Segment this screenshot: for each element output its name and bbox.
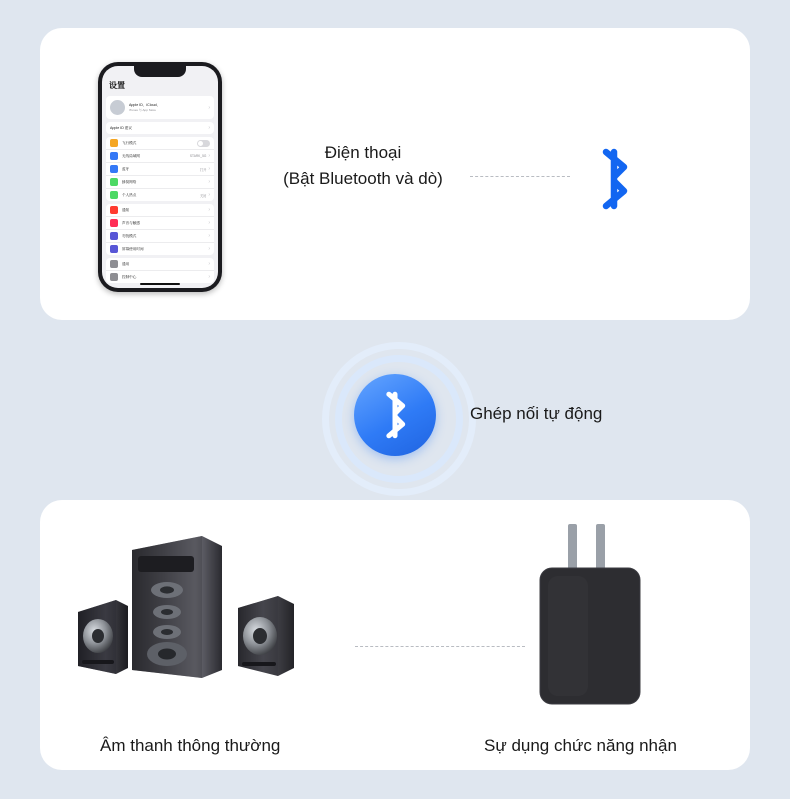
apple-id-sub: iTunes 与 App Store bbox=[129, 108, 156, 112]
phone-instruction-line2: (Bật Bluetooth và dò) bbox=[283, 169, 443, 188]
bluetooth-badge-circle bbox=[354, 374, 436, 456]
wifi-icon bbox=[110, 152, 118, 160]
chevron-right-icon: › bbox=[208, 261, 210, 267]
list-item[interactable] bbox=[106, 258, 214, 271]
bluetooth-icon bbox=[375, 391, 415, 439]
suggestion-group bbox=[106, 122, 214, 134]
apple-id-name: Apple ID、iCloud、 bbox=[129, 103, 161, 107]
chevron-right-icon: › bbox=[208, 220, 210, 226]
list-item[interactable] bbox=[106, 217, 214, 230]
airplane-toggle[interactable] bbox=[197, 140, 210, 147]
list-item-label: 控制中心 bbox=[122, 274, 137, 279]
list-item-label: 无线局域网 bbox=[122, 153, 140, 158]
list-item-label: 通用 bbox=[122, 261, 130, 266]
caption-receiver-function: Sự dụng chức năng nhận bbox=[484, 736, 677, 755]
list-item[interactable] bbox=[106, 271, 214, 283]
phone-instruction-label bbox=[238, 140, 488, 192]
connection-line-bottom bbox=[355, 646, 525, 647]
right-satellite-speaker bbox=[238, 596, 294, 676]
list-item[interactable] bbox=[106, 189, 214, 201]
list-item-label: 蜂窝网络 bbox=[122, 179, 137, 184]
auto-pair-label: Ghép nối tự động bbox=[470, 404, 603, 423]
chevron-right-icon: › bbox=[208, 153, 210, 159]
list-item[interactable] bbox=[106, 204, 214, 217]
hotspot-icon bbox=[110, 191, 118, 199]
bluetooth-icon bbox=[588, 148, 640, 210]
list-item-label: 勿扰模式 bbox=[122, 233, 137, 238]
notifications-icon bbox=[110, 206, 118, 214]
sounds-icon bbox=[110, 219, 118, 227]
phone-instruction-line1: Điện thoại bbox=[324, 143, 402, 162]
chevron-right-icon: › bbox=[208, 246, 210, 252]
chevron-right-icon: › bbox=[208, 274, 210, 280]
screen-time-icon bbox=[110, 245, 118, 253]
settings-group-three bbox=[106, 258, 214, 283]
bluetooth-icon bbox=[110, 165, 118, 173]
chevron-right-icon: › bbox=[208, 104, 210, 111]
phone-screen bbox=[102, 66, 218, 288]
list-item[interactable] bbox=[106, 230, 214, 243]
apple-id-text bbox=[129, 103, 208, 112]
list-item-value: 关闭 bbox=[199, 193, 207, 198]
caption-normal-audio: Âm thanh thông thường bbox=[100, 736, 281, 755]
cellular-icon bbox=[110, 178, 118, 186]
phone-mockup bbox=[98, 62, 222, 292]
home-indicator bbox=[140, 283, 180, 285]
chevron-right-icon: › bbox=[208, 192, 210, 198]
chevron-right-icon: › bbox=[208, 179, 210, 185]
list-item-value: STARK_5G bbox=[189, 154, 207, 158]
apple-id-row[interactable] bbox=[106, 96, 214, 119]
suggestion-label: Apple ID 建议 bbox=[110, 125, 132, 130]
chevron-right-icon: › bbox=[208, 125, 210, 131]
speaker-system-image bbox=[72, 520, 362, 680]
list-item-label: 个人热点 bbox=[122, 192, 137, 197]
list-item-label: 屏幕使用时间 bbox=[122, 246, 144, 251]
chevron-right-icon: › bbox=[208, 233, 210, 239]
connection-line-top bbox=[470, 176, 570, 177]
airplane-icon bbox=[110, 139, 118, 147]
list-item[interactable] bbox=[106, 243, 214, 255]
list-item-label: 蓝牙 bbox=[122, 166, 130, 171]
list-item[interactable] bbox=[106, 150, 214, 163]
avatar bbox=[110, 100, 125, 115]
list-item[interactable] bbox=[106, 122, 214, 134]
list-item-value: 打开 bbox=[199, 167, 207, 172]
chevron-right-icon: › bbox=[208, 166, 210, 172]
list-item[interactable] bbox=[106, 137, 214, 150]
general-icon bbox=[110, 260, 118, 268]
list-item-label: 通知 bbox=[122, 207, 130, 212]
subwoofer bbox=[132, 536, 222, 678]
list-item-label: 声音与触感 bbox=[122, 220, 140, 225]
chevron-right-icon: › bbox=[208, 207, 210, 213]
settings-group-one bbox=[106, 137, 214, 201]
settings-group-two bbox=[106, 204, 214, 255]
do-not-disturb-icon bbox=[110, 232, 118, 240]
list-item-label: 飞行模式 bbox=[122, 140, 137, 145]
list-item[interactable] bbox=[106, 176, 214, 189]
power-adapter-image bbox=[534, 520, 646, 710]
list-item[interactable] bbox=[106, 163, 214, 176]
control-center-icon bbox=[110, 273, 118, 281]
auto-pair-badge bbox=[330, 350, 468, 488]
left-satellite-speaker bbox=[78, 600, 128, 674]
phone-notch bbox=[134, 66, 186, 77]
settings-title: 设置 bbox=[109, 81, 125, 90]
